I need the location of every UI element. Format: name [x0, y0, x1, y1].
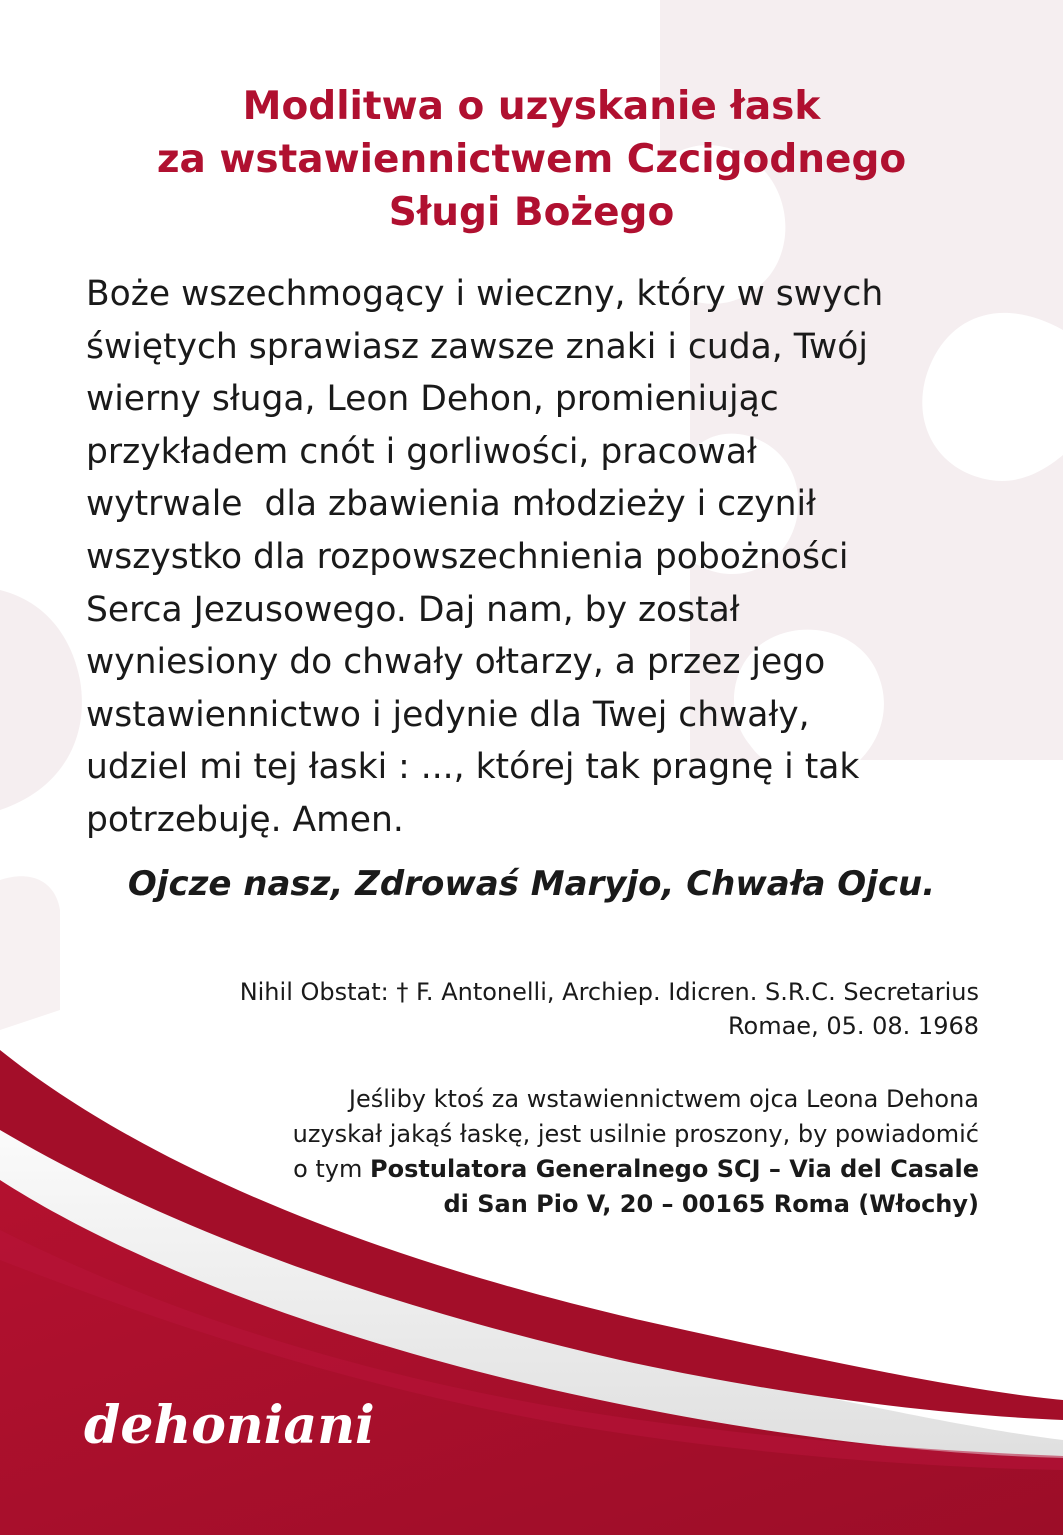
- notice-line-4: [79, 1187, 979, 1222]
- prayer-text: [86, 268, 991, 847]
- prayer-line: przykładem cnót i gorliwości, pracował: [86, 431, 757, 472]
- title-line-1: Modlitwa o uzyskanie łask: [242, 84, 821, 129]
- approval-line-2: Romae, 05. 08. 1968: [727, 1012, 979, 1040]
- notice-line-1: Jeśliby ktoś za wstawiennictwem ojca Leona Dehona: [348, 1085, 979, 1113]
- prayer-line: udziel mi tej łaski : ..., której tak pragnę i tak: [86, 747, 860, 788]
- prayer-line: wyniesiony do chwały ołtarzy, a przez jego: [86, 642, 826, 683]
- prayer-line: Boże wszechmogący i wieczny, który w swych: [86, 274, 884, 314]
- postulator-address: di San Pio V, 20 – 00165 Roma (Włochy): [443, 1190, 979, 1218]
- prayer-line: Serca Jezusowego. Daj nam, by został: [86, 589, 740, 630]
- grace-notice: [79, 1082, 979, 1222]
- prayer-line: świętych sprawiasz zawsze znaki i cuda, Twój: [86, 326, 868, 367]
- postulator-name: Postulatora Generalnego SCJ – Via del Casale: [370, 1155, 979, 1183]
- closing-prayers: Ojcze nasz, Zdrowaś Maryjo, Chwała Ojcu.: [127, 864, 936, 904]
- prayer-line: potrzebuję. Amen.: [86, 799, 404, 840]
- notice-line-3: [79, 1152, 979, 1187]
- notice-line-2: uzyskał jakąś łaskę, jest usilnie proszony, by powiadomić: [292, 1120, 979, 1148]
- background-left-shape: [0, 590, 82, 810]
- logo-text: dehoniani: [84, 1395, 375, 1456]
- prayer-line: wytrwale dla zbawienia młodzieży i czynił: [86, 484, 816, 525]
- notice-line-3-plain: o tym: [293, 1155, 371, 1183]
- approval-line-1: Nihil Obstat: † F. Antonelli, Archiep. Idicren. S.R.C. Secretarius: [239, 978, 979, 1006]
- background-left-lower: [0, 876, 60, 1030]
- title-line-2: za wstawiennictwem Czcigodnego: [156, 137, 907, 182]
- prayer-line: wszystko dla rozpowszechnienia pobożności: [86, 536, 849, 577]
- prayer-line: wierny sługa, Leon Dehon, promieniując: [86, 379, 779, 420]
- dehoniani-logo: [82, 1385, 412, 1465]
- title-line-3: Sługi Bożego: [388, 190, 675, 235]
- prayer-title: [100, 80, 963, 239]
- prayer-line: wstawiennictwo i jedynie dla Twej chwały,: [86, 694, 810, 735]
- nihil-obstat: [79, 975, 979, 1043]
